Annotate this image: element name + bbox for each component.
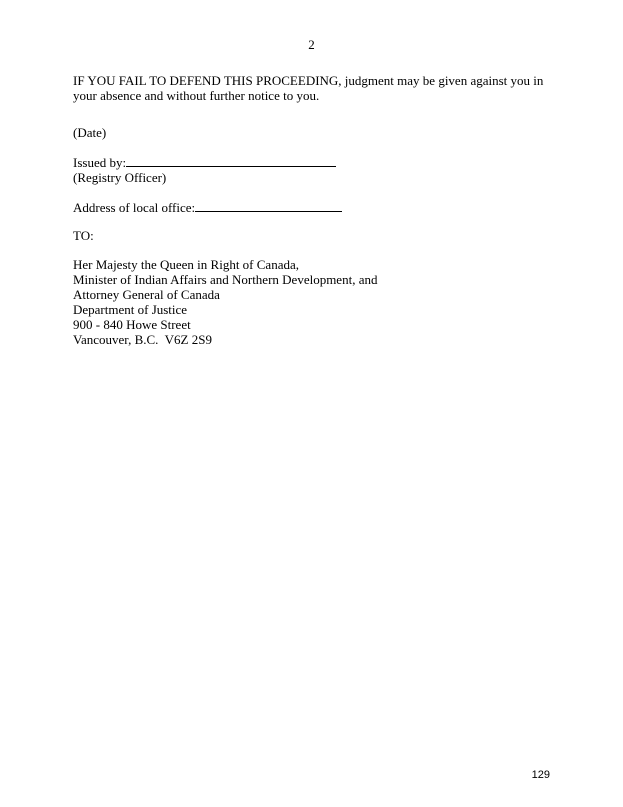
page-number-footer: 129 (531, 769, 550, 781)
document-body (73, 73, 563, 347)
recipient-line: Attorney General of Canada (73, 287, 220, 302)
issued-by-block (73, 154, 563, 185)
page-number-top: 2 (308, 37, 315, 52)
recipient-address-block (73, 257, 563, 347)
recipient-line: Department of Justice (73, 302, 188, 317)
recipient-line: Her Majesty the Queen in Right of Canada, (73, 257, 299, 272)
registry-officer-label: (Registry Officer) (73, 170, 167, 185)
issued-by-label: Issued by: (73, 155, 127, 170)
recipient-line: 900 - 840 Howe Street (73, 317, 191, 332)
recipient-line: Vancouver, B.C. V6Z 2S9 (73, 332, 212, 347)
to-label: TO: (73, 228, 94, 243)
address-line (73, 199, 563, 215)
default-judgment-warning: IF YOU FAIL TO DEFEND THIS PROCEEDING, judgment may be given against you in your absence and without further notice to you. (73, 73, 544, 103)
issued-by-blank (126, 154, 336, 167)
recipient-line: Minister of Indian Affairs and Northern Development, and (73, 272, 378, 287)
date-label: (Date) (73, 125, 107, 140)
address-label: Address of local office: (73, 200, 196, 215)
address-blank (195, 199, 342, 212)
issued-by-line (73, 154, 563, 170)
